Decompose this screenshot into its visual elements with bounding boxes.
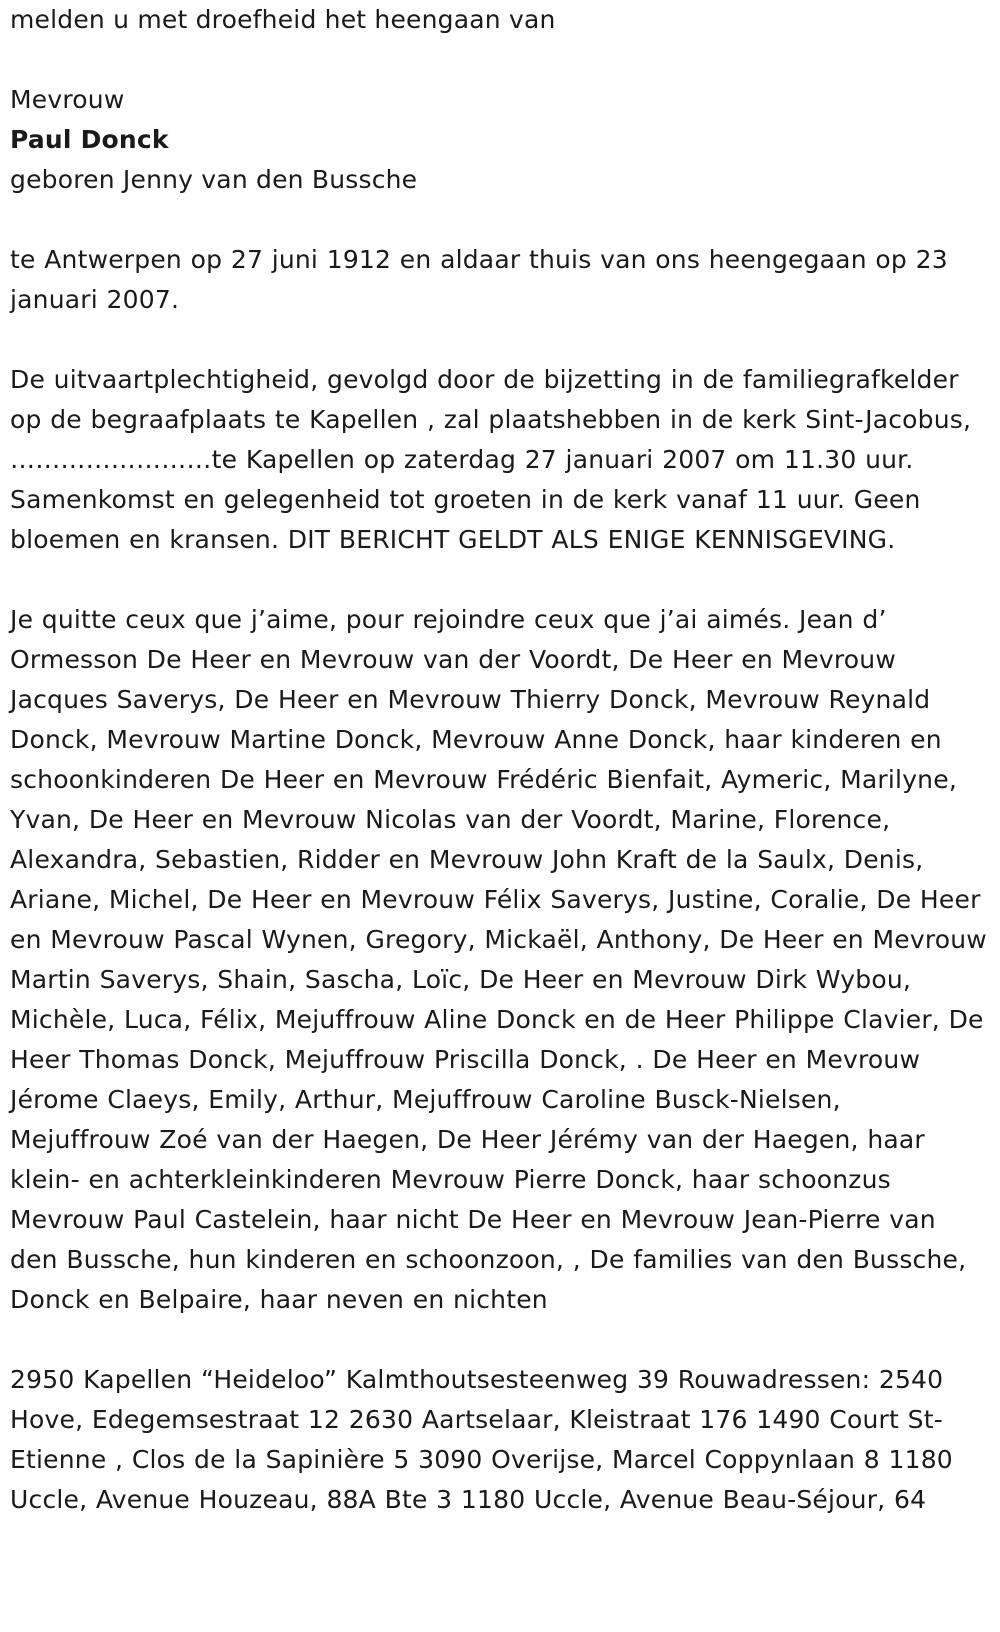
birth-name: geboren Jenny van den Bussche <box>10 165 418 194</box>
spacer <box>10 560 1000 600</box>
spacer <box>10 1320 1000 1360</box>
spacer <box>10 200 1000 240</box>
birth-death-paragraph: te Antwerpen op 27 juni 1912 en aldaar thuis van ons heengegaan op 23 januari 2007. <box>10 245 948 314</box>
spacer <box>10 40 1000 80</box>
deceased-name: Paul Donck <box>10 125 169 154</box>
addresses-paragraph: 2950 Kapellen “Heideloo” Kalmthoutsesteenweg 39 Rouwadressen: 2540 Hove, Edegemsestraat 12 2630 Aartselaar, Kleistraat 176 1490 Court St-Etienne , Clos de la Sapinière 5 3090 Overijse, Marcel Coppynlaan 8 1180 Uccle, Avenue Houzeau, 88A Bte 3 1180 Uccle, Avenue Beau-Séjour, 64 <box>10 1365 953 1514</box>
intro-text: melden u met droefheid het heengaan van <box>10 5 556 34</box>
title-prefix: Mevrouw <box>10 85 125 114</box>
funeral-paragraph: De uitvaartplechtigheid, gevolgd door de bijzetting in de familiegrafkelder op de begraafplaats te Kapellen , zal plaatshebben in de kerk Sint-Jacobus, ……………………te Kapellen op zaterdag 27 januari 2007 om 11.30 uur. Samenkomst en gelegenheid tot groeten in de kerk vanaf 11 uur. Geen bloemen en kransen. DIT BERICHT GELDT ALS ENIGE KENNISGEVING. <box>10 365 972 554</box>
spacer <box>10 320 1000 360</box>
family-paragraph: Je quitte ceux que j’aime, pour rejoindre ceux que j’ai aimés. Jean d’ Ormesson De Heer en Mevrouw van der Voordt, De Heer en Mevrouw Jacques Saverys, De Heer en Mevrouw Thierry Donck, Mevrouw Reynald Donck, Mevrouw Martine Donck, Mevrouw Anne Donck, haar kinderen en schoonkinderen De Heer en Mevrouw Frédéric Bienfait, Aymeric, Marilyne, Yvan, De Heer en Mevrouw Nicolas van der Voordt, Marine, Florence, Alexandra, Sebastien, Ridder en Mevrouw John Kraft de la Saulx, Denis, Ariane, Michel, De Heer en Mevrouw Félix Saverys, Justine, Coralie, De Heer en Mevrouw Pascal Wynen, Gregory, Mickaël, Anthony, De Heer en Mevrouw Martin Saverys, Shain, Sascha, Loïc, De Heer en Mevrouw Dirk Wybou, Michèle, Luca, Félix, Mejuffrouw Aline Donck en de Heer Philippe Clavier, De Heer Thomas Donck, Mejuffrouw Priscilla Donck, . De Heer en Mevrouw Jérome Claeys, Emily, Arthur, Mejuffrouw Caroline Busck-Nielsen, Mejuffrouw Zoé van der Haegen, De Heer Jérémy van der Haegen, haar klein- en achterkleinkinderen Mevrouw Pierre Donck, haar schoonzus Mevrouw Paul Castelein, haar nicht De Heer en Mevrouw Jean-Pierre van den Bussche, hun kinderen en schoonzoon, , De families van den Bussche, Donck en Belpaire, haar neven en nichten <box>10 605 987 1314</box>
